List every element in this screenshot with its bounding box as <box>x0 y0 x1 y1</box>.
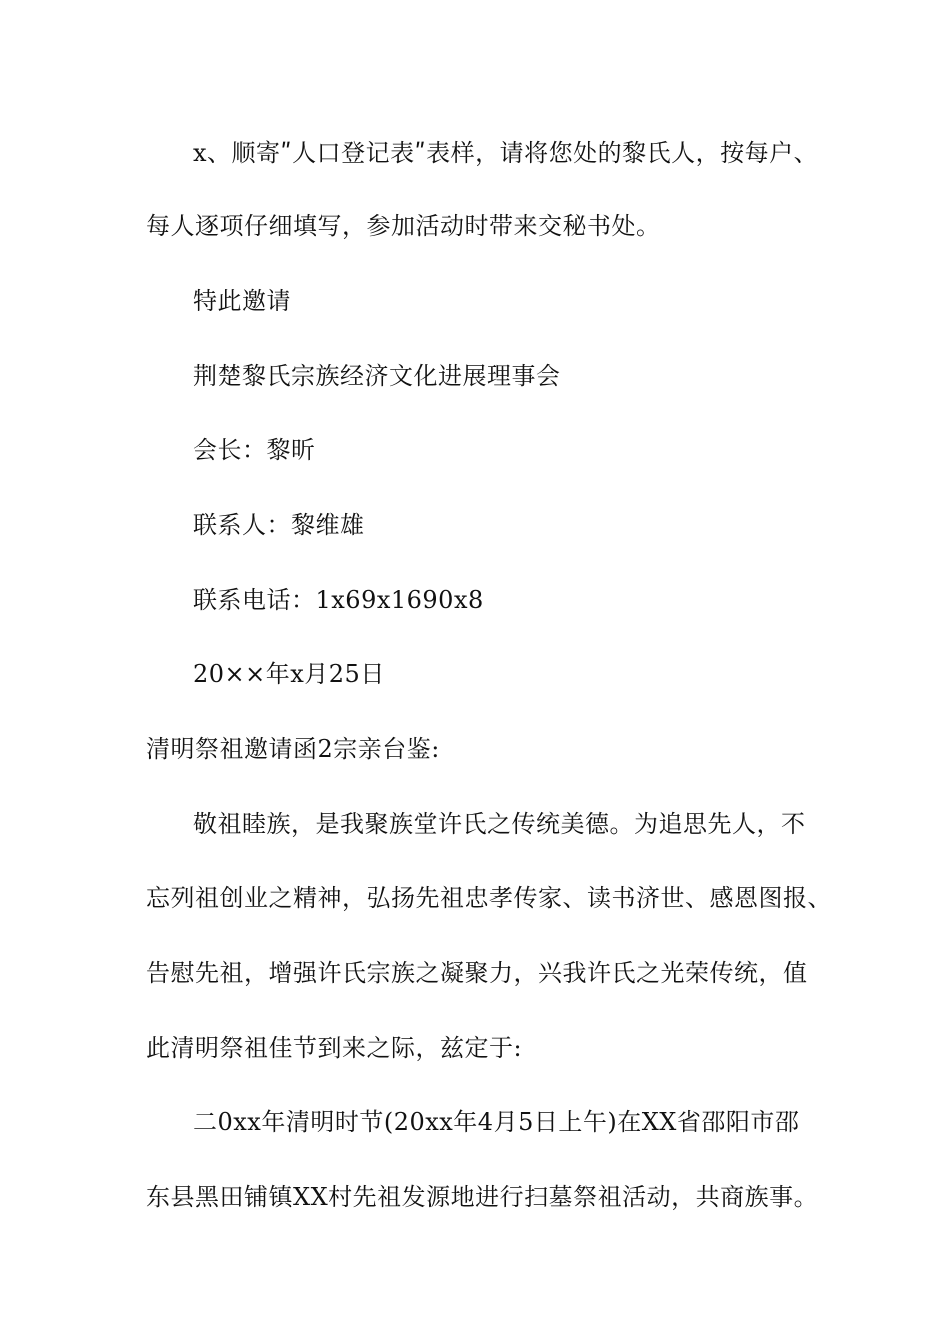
organization-name: 荆楚黎氏宗族经济文化进展理事会 <box>193 362 561 390</box>
paragraph-line: 告慰先祖，增强许氏宗族之凝聚力，兴我许氏之光荣传统，值 <box>146 959 808 987</box>
paragraph-line: 二0xx年清明时节(20xx年4月5日上午)在XX省邵阳市邵 <box>193 1108 800 1136</box>
paragraph-line: 敬祖睦族，是我聚族堂许氏之传统美德。为追思先人，不 <box>193 810 806 838</box>
paragraph-line: 东县黑田铺镇XX村先祖发源地进行扫墓祭祖活动，共商族事。 <box>146 1183 819 1211</box>
date-line: 20××年x月25日 <box>193 660 385 688</box>
paragraph-line: 每人逐项仔细填写，参加活动时带来交秘书处。 <box>146 212 661 240</box>
paragraph-line: 忘列祖创业之精神，弘扬先祖忠孝传家、读书济世、感恩图报、 <box>146 884 832 912</box>
closing-line: 特此邀请 <box>193 287 291 315</box>
president-line: 会长：黎昕 <box>193 436 316 464</box>
contact-phone-line: 联系电话：1x69x1690x8 <box>193 586 484 614</box>
paragraph-line: 此清明祭祖佳节到来之际，兹定于: <box>146 1034 523 1062</box>
contact-person-line: 联系人：黎维雄 <box>193 511 365 539</box>
section-heading: 清明祭祖邀请函2宗亲台鉴: <box>146 735 440 763</box>
paragraph-line: x、顺寄ʺ人口登记表ʺ表样，请将您处的黎氏人，按每户、 <box>193 139 819 167</box>
